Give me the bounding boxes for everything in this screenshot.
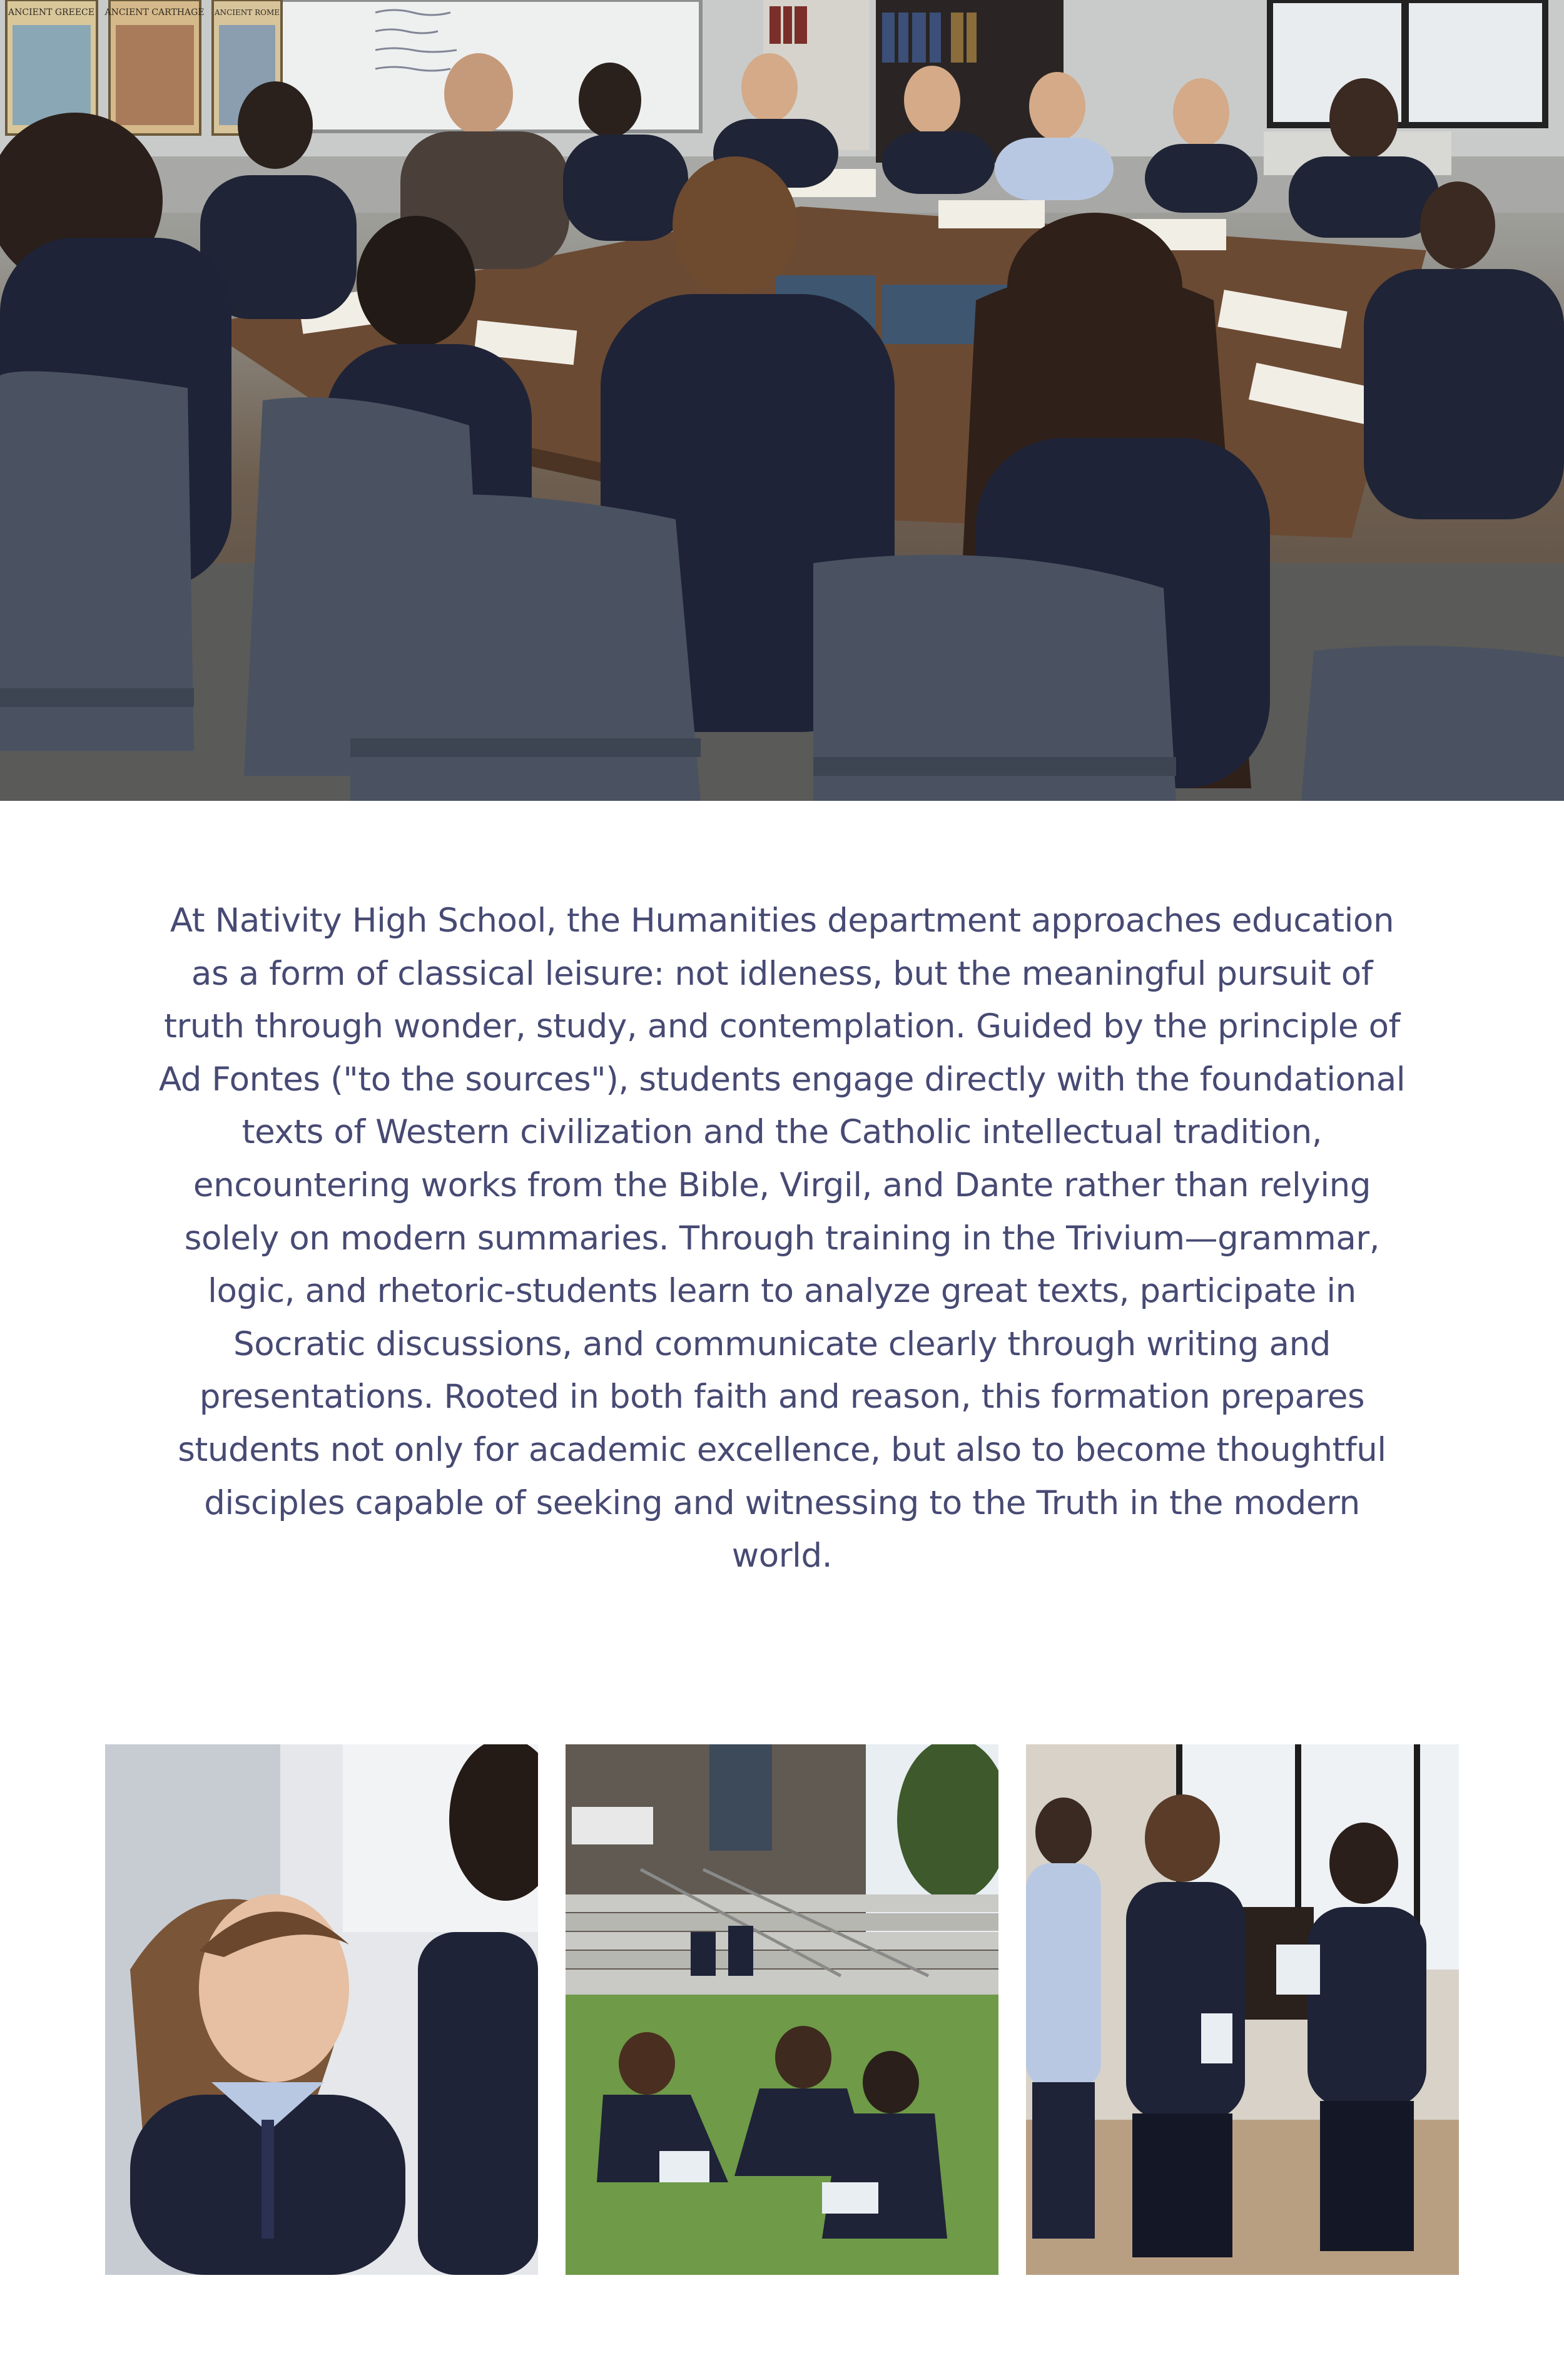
poster-title-rome: ANCIENT ROME xyxy=(214,8,280,17)
photo-2-illustration xyxy=(566,1744,998,2275)
poster-title-greece: ANCIENT GREECE xyxy=(8,8,94,18)
photo-1-illustration xyxy=(105,1744,538,2275)
photo-3-illustration xyxy=(1026,1744,1459,2275)
photo-students-on-lawn xyxy=(566,1744,998,2275)
hero-classroom-photo xyxy=(0,0,1564,801)
photo-students-presenting xyxy=(1026,1744,1459,2275)
hero-photo-illustration xyxy=(0,0,1564,801)
photo-student-discussion xyxy=(105,1744,538,2275)
humanities-intro-paragraph: At Nativity High School, the Humanities department approaches education as a form of classical leisure: not idleness, but the meaningful pursuit of truth through wonder, study, and contemplation. Guided by the principle of Ad Fontes ("to the sources"), students engage directly with the foundational texts of Western civilization and the Catholic intellectual tradition, encountering works from the Bible, Virgil, and Dante rather than relying solely on modern summaries. Through training in the Trivium—grammar, logic, and rhetoric-students learn to analyze great texts, participate in Socratic discussions, and communicate clearly through writing and presentations. Rooted in both faith and reason, this formation prepares students not only for academic excellence, but also to become thoughtful disciples capable of seeking and witnessing to the Truth in the modern world. xyxy=(158,902,1406,1575)
poster-title-carthage: ANCIENT CARTHAGE xyxy=(104,8,205,18)
